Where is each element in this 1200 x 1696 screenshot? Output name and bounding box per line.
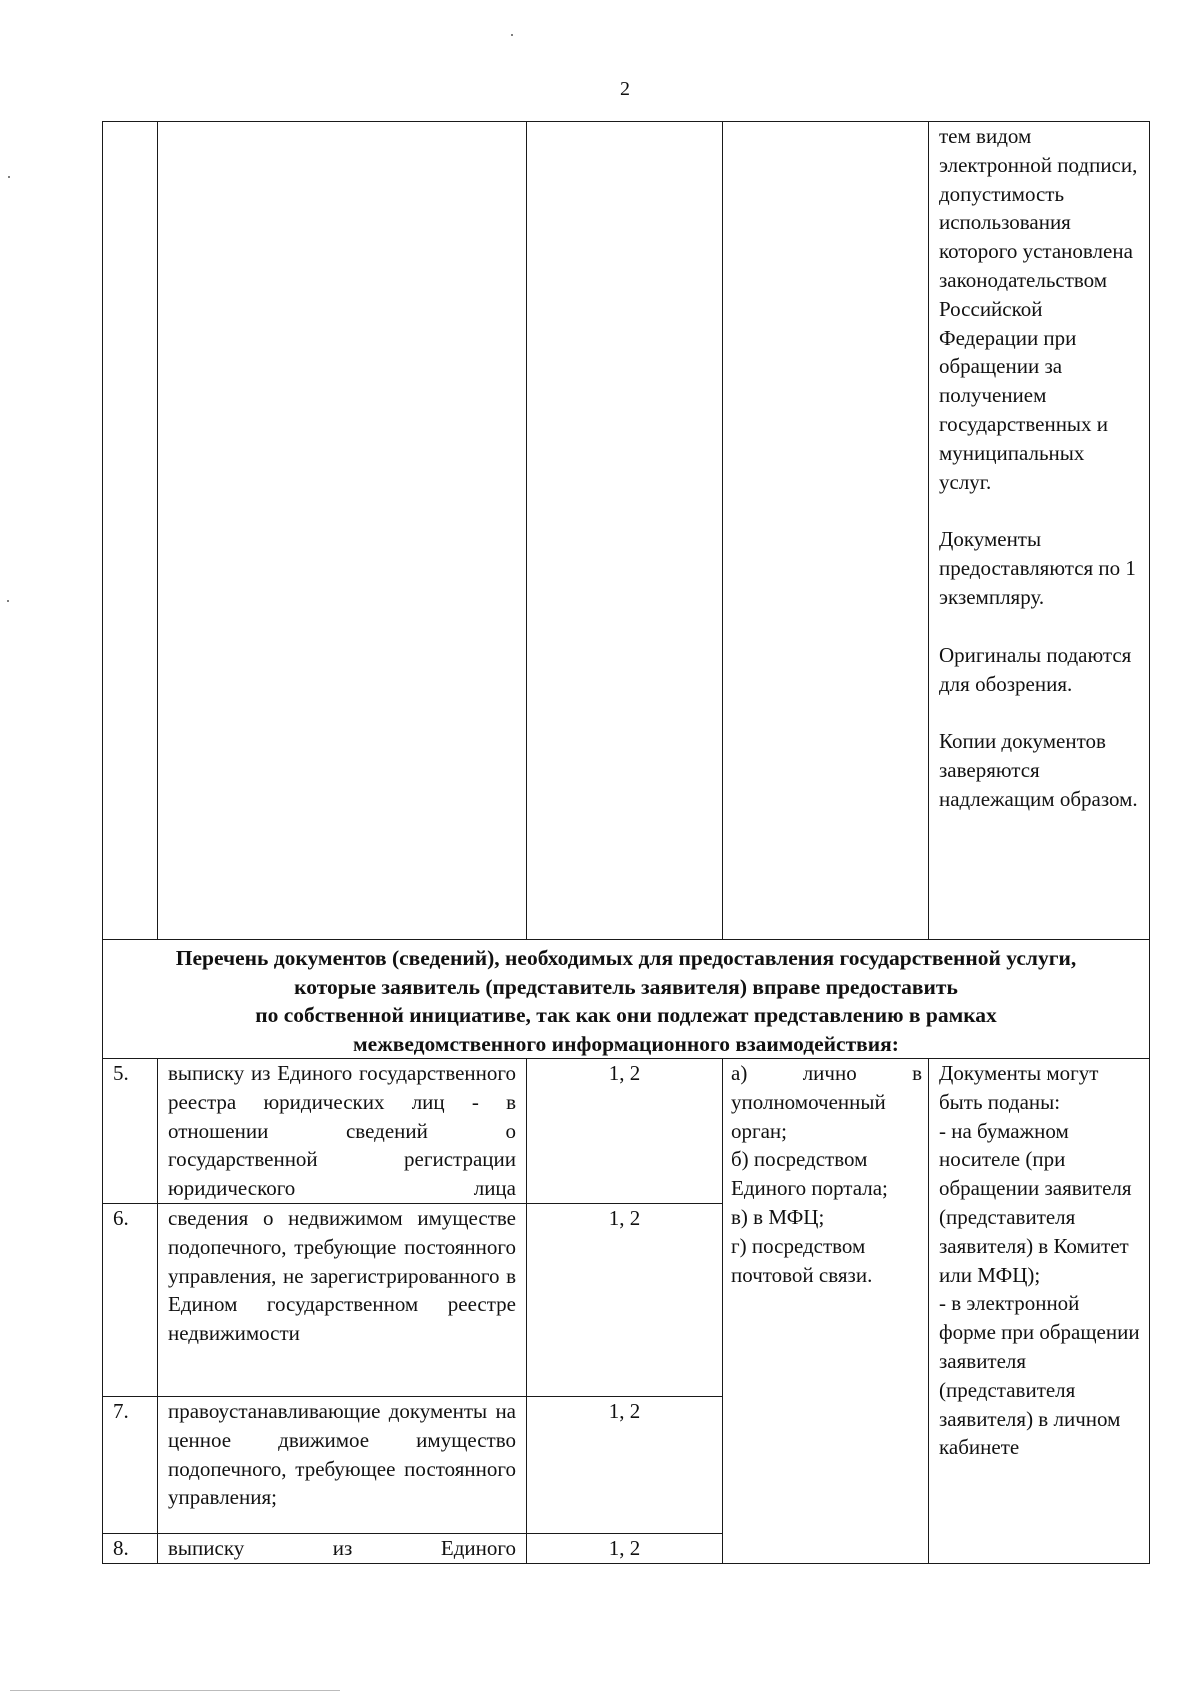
section-header-line: межведомственного информационного взаимодействия: [353, 1031, 899, 1056]
section-header-line: Перечень документов (сведений), необходимых для предоставления государственной услуги, [175, 946, 1077, 970]
method-post: г) посредством почтовой связи. [731, 1233, 873, 1287]
notes-paragraph-copies: Документы предоставляются по 1 экземпляру. [939, 527, 1136, 609]
submission-notes-paper: - на бумажном носителе (при обращении заявителя (представителя заявителя) в Комитет или МФЦ); [939, 1118, 1132, 1287]
section-header-line: которые заявитель (представитель заявителя) вправе предоставить [294, 974, 958, 999]
description-cell [158, 122, 527, 940]
page-number: 2 [620, 78, 630, 100]
submission-methods-cell [723, 1059, 929, 1564]
reference-cell [527, 122, 723, 940]
notes-paragraph-signature: тем видом электронной подписи, допустимость использования которого установлена законодательством Российской Федерации при обращении за получением государственных и муниципальных услуг. [939, 124, 1138, 494]
row-number: 6. [103, 1203, 158, 1396]
continuation-row [103, 122, 1150, 940]
notes-paragraph-originals: Оригиналы подаются для обозрения. [939, 642, 1132, 696]
row-reference: 1, 2 [527, 1396, 723, 1533]
method-portal: б) посредством Единого портала; [731, 1147, 888, 1201]
row-reference: 1, 2 [527, 1533, 723, 1563]
method-in-person: а) лично в уполномоченный орган; [731, 1061, 922, 1143]
row-reference: 1, 2 [527, 1203, 723, 1396]
section-header-line: по собственной инициативе, так как они подлежат представлению в рамках [255, 1003, 997, 1027]
scan-speck [511, 34, 513, 36]
method-mfc: в) в МФЦ; [731, 1204, 825, 1229]
scan-speck [8, 176, 10, 178]
row-number: 8. [103, 1533, 158, 1563]
submission-notes-electronic: - в электронной форме при обращении заявителя (представителя заявителя) в личном кабинете [939, 1291, 1140, 1460]
row-reference: 1, 2 [527, 1059, 723, 1204]
documents-table [102, 121, 1150, 1564]
row-description: выписку из Единого [158, 1533, 527, 1563]
method-cell [723, 122, 929, 940]
number-cell [103, 122, 158, 940]
notes-cell [929, 122, 1150, 940]
submission-notes-intro: Документы могут быть поданы: [939, 1061, 1099, 1114]
scan-edge-line [10, 1690, 340, 1691]
row-number: 7. [103, 1396, 158, 1533]
row-description: сведения о недвижимом имуществе подопечного, требующие постоянного управления, не зарегистрированного в Едином государственном реестре недвижимости [158, 1203, 527, 1396]
section-header [103, 940, 1150, 1059]
section-header-row [103, 940, 1150, 1059]
submission-notes-cell [929, 1059, 1150, 1564]
row-description: правоустанавливающие документы на ценное движимое имущество подопечного, требующее постоянного управления; [158, 1396, 527, 1533]
notes-paragraph-certification: Копии документов заверяются надлежащим образом. [939, 729, 1138, 811]
row-number: 5. [103, 1059, 158, 1204]
row-description: выписку из Единого государственного реестра юридических лиц - в отношении сведений о государственной регистрации юридического лица [158, 1059, 527, 1204]
table-row [103, 1059, 1150, 1204]
scan-speck [7, 600, 9, 602]
